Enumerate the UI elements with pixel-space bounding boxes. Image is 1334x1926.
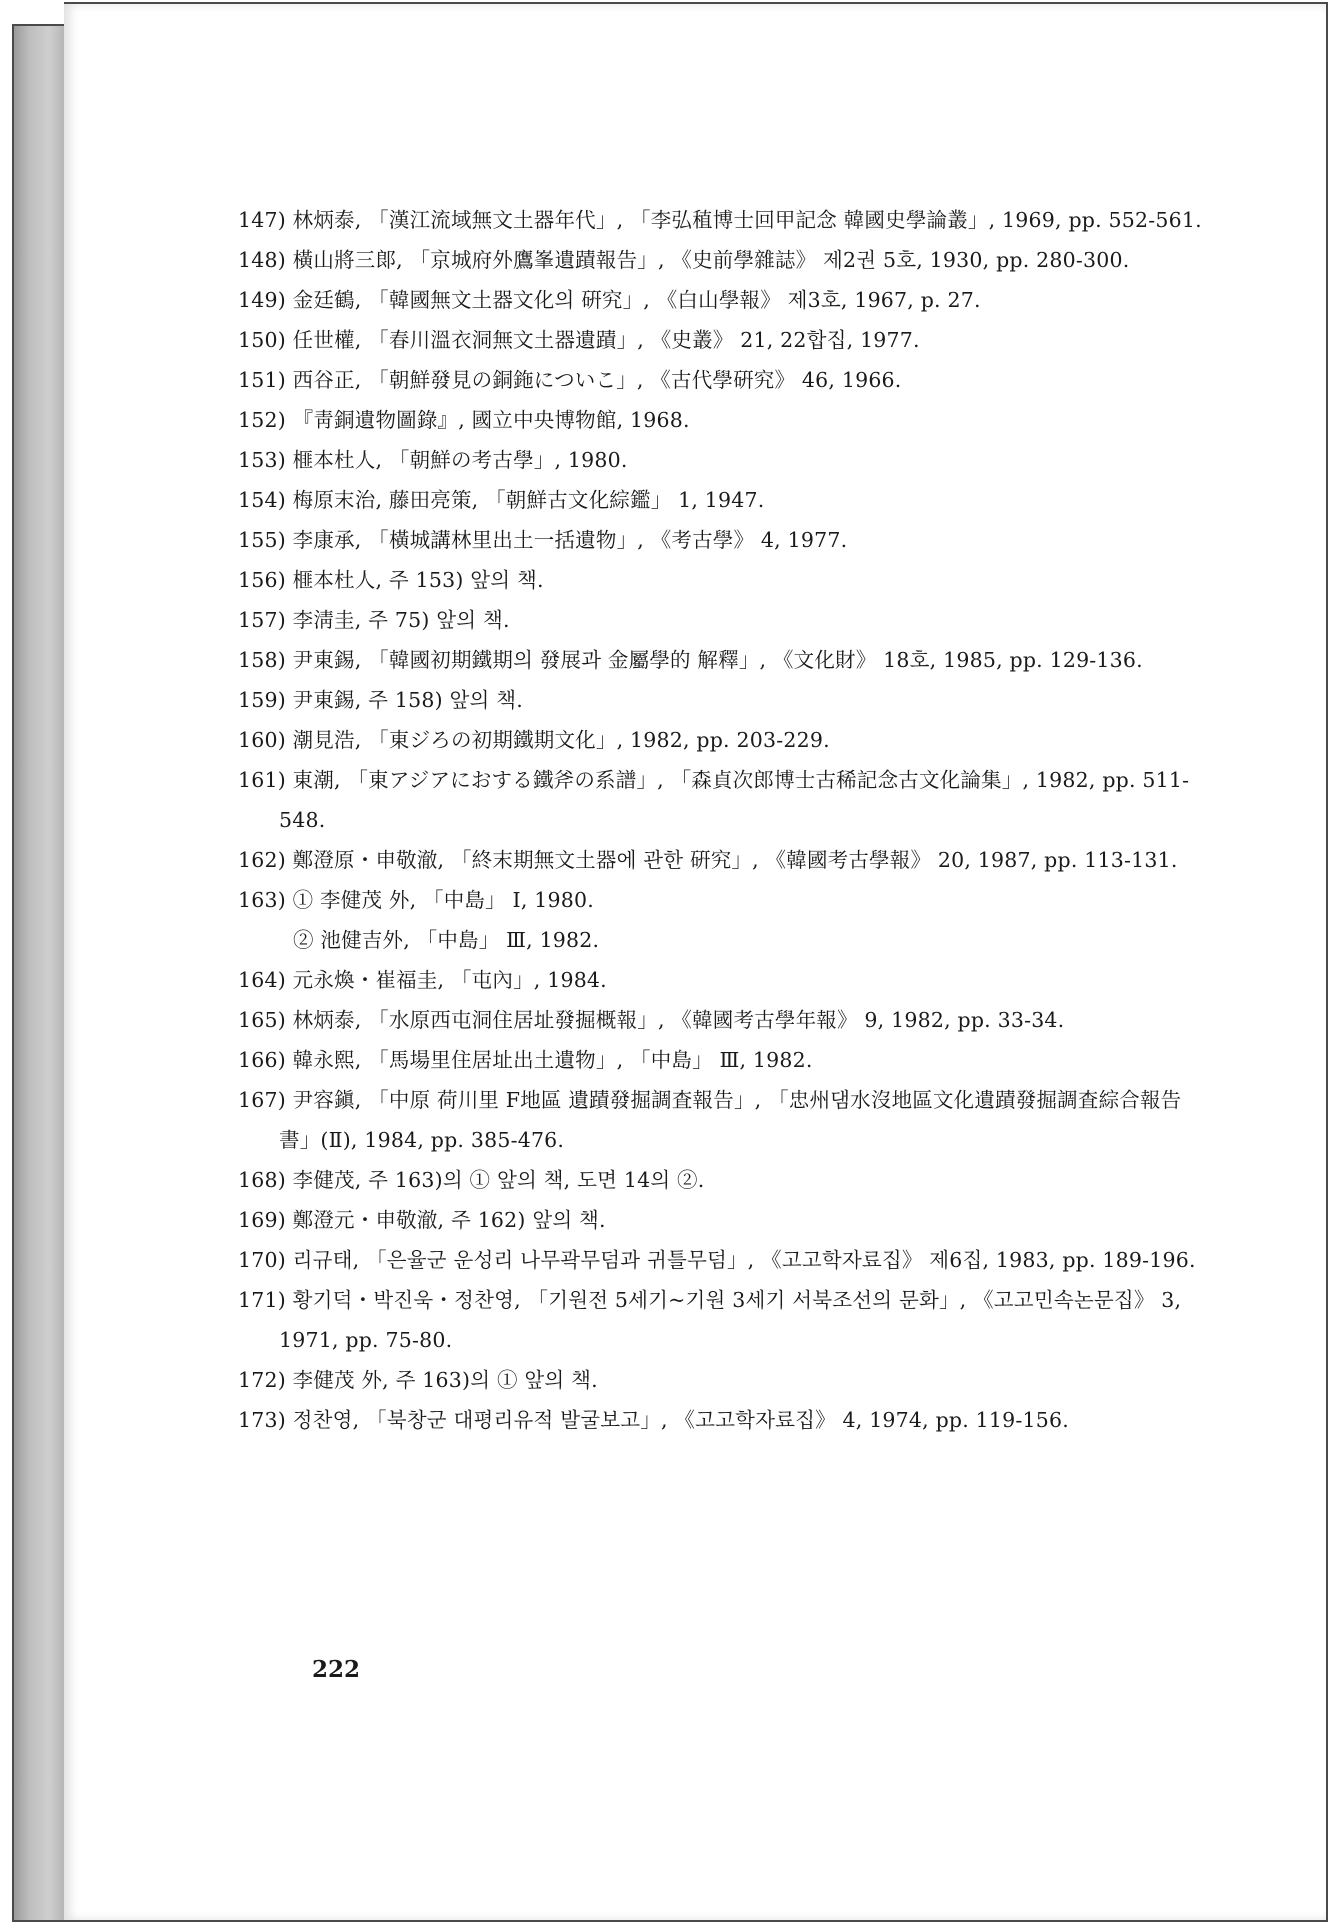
footnote-168: 168) 李健茂, 주 163)의 ① 앞의 책, 도면 14의 ②. bbox=[238, 1168, 705, 1192]
footnote-169: 169) 鄭澄元・申敬澈, 주 162) 앞의 책. bbox=[238, 1208, 606, 1232]
footnote-171: 171) 황기덕・박진욱・정찬영, 「기원전 5세기~기원 3세기 서북조선의 문화」, 《고고민속논문집》 3, 1971, pp. 75-80. bbox=[238, 1288, 1182, 1352]
footnote-158: 158) 尹東錫, 「韓國初期鐵期의 發展과 金屬學的 解釋」, 《文化財》 18호, 1985, pp. 129-136. bbox=[238, 648, 1143, 672]
footnote-153: 153) 榧本杜人, 「朝鮮の考古學」, 1980. bbox=[238, 448, 628, 472]
footnote-173: 173) 정찬영, 「북창군 대평리유적 발굴보고」, 《고고학자료집》 4, 1974, pp. 119-156. bbox=[238, 1408, 1069, 1432]
footnote-164: 164) 元永煥・崔福圭, 「屯內」, 1984. bbox=[238, 968, 607, 992]
footnote-list bbox=[238, 200, 1206, 1440]
footnote-162: 162) 鄭澄原・申敬澈, 「終末期無文土器에 관한 硏究」, 《韓國考古學報》 20, 1987, pp. 113-131. bbox=[238, 848, 1178, 872]
footnote-163-2: ② 池健吉外, 「中島」 Ⅲ, 1982. bbox=[293, 928, 600, 952]
footnote-151: 151) 西谷正, 「朝鮮發見の銅鉇についこ」, 《古代學硏究》 46, 1966. bbox=[238, 368, 902, 392]
footnote-157: 157) 李淸圭, 주 75) 앞의 책. bbox=[238, 608, 510, 632]
footnote-155: 155) 李康承, 「橫城講林里出土一括遺物」, 《考古學》 4, 1977. bbox=[238, 528, 848, 552]
footnote-172: 172) 李健茂 外, 주 163)의 ① 앞의 책. bbox=[238, 1368, 598, 1392]
footnote-160: 160) 潮見浩, 「東ジろの初期鐵期文化」, 1982, pp. 203-229. bbox=[238, 728, 830, 752]
footnote-154: 154) 梅原末治, 藤田亮策, 「朝鮮古文化綜鑑」 1, 1947. bbox=[238, 488, 765, 512]
footnote-159: 159) 尹東錫, 주 158) 앞의 책. bbox=[238, 688, 523, 712]
footnote-149: 149) 金廷鶴, 「韓國無文土器文化의 硏究」, 《白山學報》 제3호, 1967, p. 27. bbox=[238, 288, 981, 312]
footnote-148: 148) 橫山將三郞, 「京城府外鷹峯遺蹟報告」, 《史前學雜誌》 제2권 5호, 1930, pp. 280-300. bbox=[238, 248, 1130, 272]
book-spine bbox=[12, 24, 64, 1922]
footnote-163: 163) ① 李健茂 外, 「中島」 Ⅰ, 1980. bbox=[238, 888, 594, 912]
footnote-152: 152) 『靑銅遺物圖錄』, 國立中央博物館, 1968. bbox=[238, 408, 690, 432]
footnote-166: 166) 韓永熙, 「馬場里住居址出土遺物」, 「中島」 Ⅲ, 1982. bbox=[238, 1048, 813, 1072]
page-number: 222 bbox=[312, 1656, 361, 1683]
footnote-165: 165) 林炳泰, 「水原西屯洞住居址發掘概報」, 《韓國考古學年報》 9, 1982, pp. 33-34. bbox=[238, 1008, 1065, 1032]
footnote-170: 170) 리규태, 「은율군 운성리 나무곽무덤과 귀틀무덤」, 《고고학자료집》 제6집, 1983, pp. 189-196. bbox=[238, 1248, 1196, 1272]
footnote-150: 150) 任世權, 「春川溫衣洞無文土器遺蹟」, 《史叢》 21, 22합집, 1977. bbox=[238, 328, 920, 352]
footnote-147: 147) 林炳泰, 「漢江流域無文土器年代」, 「李弘稙博士回甲記念 韓國史學論叢」, 1969, pp. 552-561. bbox=[238, 208, 1202, 232]
footnote-156: 156) 榧本杜人, 주 153) 앞의 책. bbox=[238, 568, 544, 592]
footnote-161: 161) 東潮, 「東アジアにおする鐵斧の系譜」, 「森貞次郎博士古稀記念古文化論集」, 1982, pp. 511-548. bbox=[238, 768, 1190, 832]
footnote-167: 167) 尹容鎭, 「中原 荷川里 F地區 遺蹟發掘調査報告」, 「忠州댐水沒地區文化遺蹟發掘調査綜合報告書」(Ⅱ), 1984, pp. 385-476. bbox=[238, 1088, 1182, 1152]
